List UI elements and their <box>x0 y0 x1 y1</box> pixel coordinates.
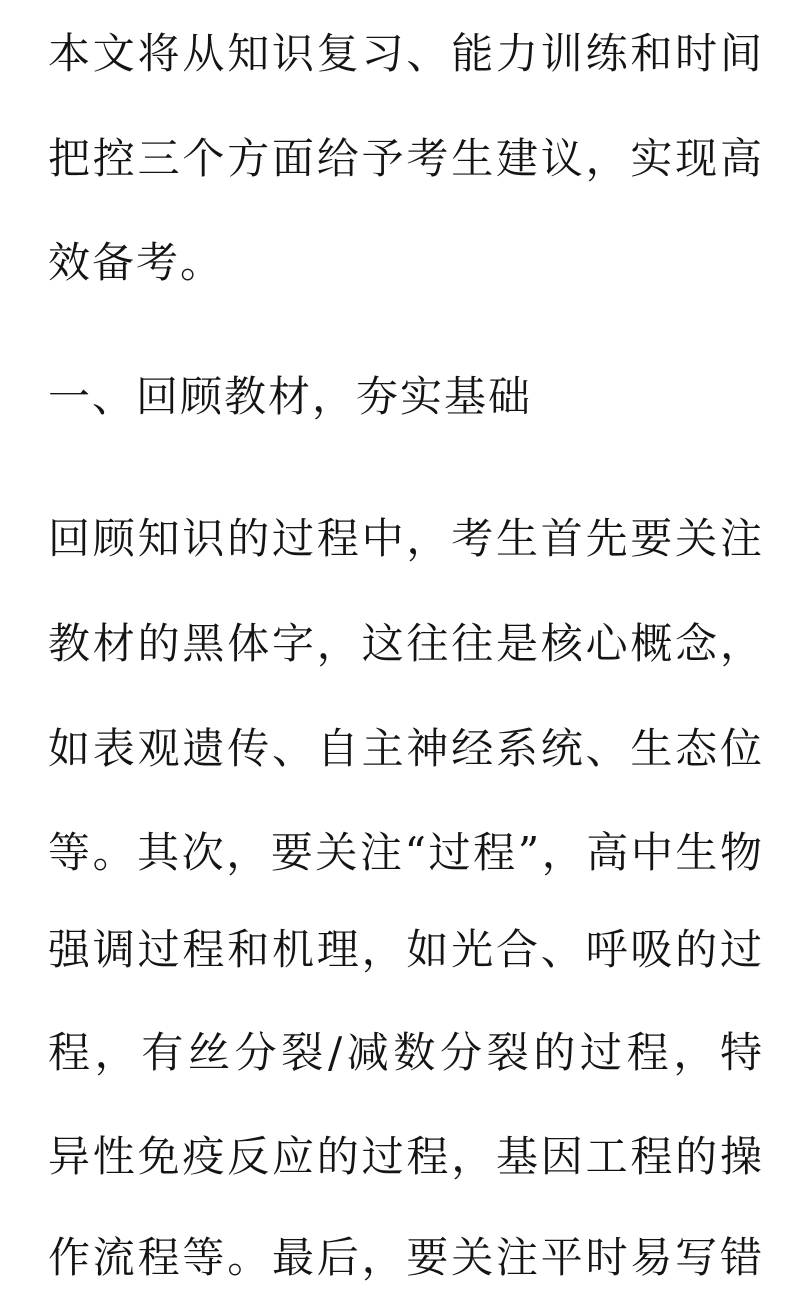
paragraph-line-6: 程，有丝分裂/减数分裂的过程，特 <box>48 1028 764 1077</box>
intro-line-3: 效备考。 <box>48 238 225 287</box>
paragraph-line-1: 回顾知识的过程中，考生首先要关注 <box>48 514 764 563</box>
intro-line-1: 本文将从知识复习、能力训练和时间 <box>48 29 764 78</box>
paragraph-line-2: 教材的黑体字，这往往是核心概念， <box>48 619 764 668</box>
intro-line-2: 把控三个方面给予考生建议，实现高 <box>48 134 764 183</box>
paragraph-line-8: 作流程等。最后，要关注平时易写错 <box>48 1233 764 1282</box>
paragraph-line-3: 如表观遗传、自主神经系统、生态位 <box>48 724 764 773</box>
paragraph-line-5: 强调过程和机理，如光合、呼吸的过 <box>48 925 764 974</box>
paragraph-line-7: 异性免疫反应的过程，基因工程的操 <box>48 1132 764 1181</box>
section-heading: 一、回顾教材，夯实基础 <box>48 372 533 421</box>
paragraph-line-4: 等。其次，要关注“过程”，高中生物 <box>48 828 764 877</box>
